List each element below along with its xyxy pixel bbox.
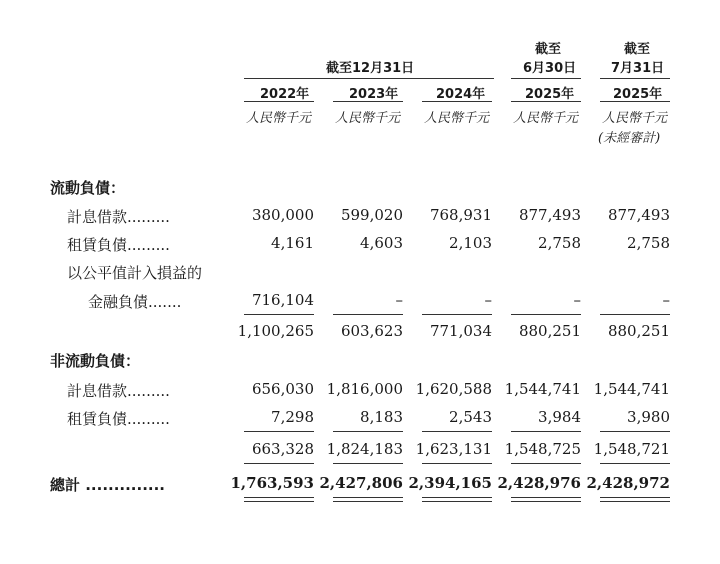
row-label-borrowings-non-current: 計息借款.........: [67, 382, 170, 400]
cell: 1,620,588: [415, 380, 492, 398]
total-top-rule: [511, 463, 581, 464]
unit-label-1: 人民幣千元: [246, 111, 312, 126]
subtotal-1-rule: [511, 314, 581, 315]
year-underline-2: [333, 101, 403, 102]
cell: 8,183: [360, 408, 403, 426]
subtotal-current-cell: 1,100,265: [237, 322, 314, 340]
total-double-rule: [511, 497, 581, 498]
row-label-fvpl-line2: 金融負債.......: [88, 293, 182, 311]
subtotal-current-cell: 880,251: [518, 322, 581, 340]
cell: 768,931: [429, 206, 492, 224]
subtotal-non-current-cell: 1,548,725: [504, 440, 581, 458]
total-double-rule: [333, 501, 403, 502]
subtotal-1-rule: [244, 314, 314, 315]
total-double-rule: [600, 501, 670, 502]
subtotal-2-rule: [600, 431, 670, 432]
cell: –: [573, 291, 581, 309]
unaudited-note: (未經審計): [598, 131, 661, 146]
total-double-rule: [422, 501, 492, 502]
year-underline-5: [600, 101, 670, 102]
year-underline-1: [244, 101, 314, 102]
cell: 877,493: [607, 206, 670, 224]
total-double-rule: [511, 501, 581, 502]
subtotal-1-rule: [422, 314, 492, 315]
unit-label-3: 人民幣千元: [424, 111, 490, 126]
total-double-rule: [422, 497, 492, 498]
subtotal-2-rule: [422, 431, 492, 432]
cell: 4,161: [271, 234, 314, 252]
total-double-rule: [244, 497, 314, 498]
cell: –: [662, 291, 670, 309]
subtotal-non-current-cell: 1,824,183: [326, 440, 403, 458]
cell: 2,758: [538, 234, 581, 252]
subtotal-2-rule: [244, 431, 314, 432]
cell: 2,758: [627, 234, 670, 252]
cell: 1,816,000: [326, 380, 403, 398]
year-2025-jul: 2025年: [613, 87, 663, 102]
cell: 3,980: [627, 408, 670, 426]
cell: 7,298: [271, 408, 314, 426]
header-col5-underline: [600, 78, 670, 79]
subtotal-non-current-cell: 1,623,131: [415, 440, 492, 458]
header-col4-top: 截至: [535, 42, 562, 57]
year-2025-jun: 2025年: [525, 87, 575, 102]
cell: 599,020: [340, 206, 403, 224]
cell: 1,544,741: [593, 380, 670, 398]
cell: 1,544,741: [504, 380, 581, 398]
year-underline-4: [511, 101, 581, 102]
total-double-rule: [600, 497, 670, 498]
total-cell: 2,428,976: [497, 474, 581, 492]
total-double-rule: [333, 497, 403, 498]
year-2023: 2023年: [349, 87, 399, 102]
subtotal-2-rule: [333, 431, 403, 432]
header-col4-date: 6月30日: [523, 61, 577, 76]
row-label-lease-current: 租賃負債.........: [67, 236, 170, 254]
total-cell: 2,427,806: [319, 474, 403, 492]
cell: 380,000: [251, 206, 314, 224]
cell: –: [484, 291, 492, 309]
total-cell: 2,394,165: [408, 474, 492, 492]
total-double-rule: [244, 501, 314, 502]
cell: 877,493: [518, 206, 581, 224]
cell: 656,030: [251, 380, 314, 398]
cell: 2,103: [449, 234, 492, 252]
year-2022: 2022年: [260, 87, 310, 102]
cell: 716,104: [251, 291, 314, 309]
year-2024: 2024年: [436, 87, 486, 102]
subtotal-1-rule: [600, 314, 670, 315]
header-group-underline: [244, 78, 494, 79]
subtotal-current-cell: 771,034: [429, 322, 492, 340]
row-label-lease-non-current: 租賃負債.........: [67, 410, 170, 428]
row-label-fvpl-line1: 以公平值計入損益的: [67, 264, 203, 282]
total-top-rule: [333, 463, 403, 464]
cell: –: [395, 291, 403, 309]
header-col5-top: 截至: [624, 42, 651, 57]
subtotal-current-cell: 603,623: [340, 322, 403, 340]
unit-label-2: 人民幣千元: [335, 111, 401, 126]
total-top-rule: [422, 463, 492, 464]
cell: 4,603: [360, 234, 403, 252]
unit-label-4: 人民幣千元: [513, 111, 579, 126]
subtotal-non-current-cell: 663,328: [251, 440, 314, 458]
section-non-current-liabilities: 非流動負債：: [50, 352, 141, 370]
subtotal-1-rule: [333, 314, 403, 315]
subtotal-non-current-cell: 1,548,721: [593, 440, 670, 458]
total-top-rule: [600, 463, 670, 464]
total-cell: 1,763,593: [230, 474, 314, 492]
total-top-rule: [244, 463, 314, 464]
cell: 3,984: [538, 408, 581, 426]
unit-label-5: 人民幣千元: [602, 111, 668, 126]
row-label-borrowings-current: 計息借款.........: [67, 208, 170, 226]
row-label-total: 總計 ..............: [50, 476, 165, 494]
cell: 2,543: [449, 408, 492, 426]
header-col4-underline: [511, 78, 581, 79]
total-cell: 2,428,972: [586, 474, 670, 492]
header-col5-date: 7月31日: [611, 61, 665, 76]
year-underline-3: [422, 101, 492, 102]
subtotal-current-cell: 880,251: [607, 322, 670, 340]
subtotal-2-rule: [511, 431, 581, 432]
section-current-liabilities: 流動負債：: [50, 179, 126, 197]
header-group-label: 截至12月31日: [326, 61, 415, 76]
